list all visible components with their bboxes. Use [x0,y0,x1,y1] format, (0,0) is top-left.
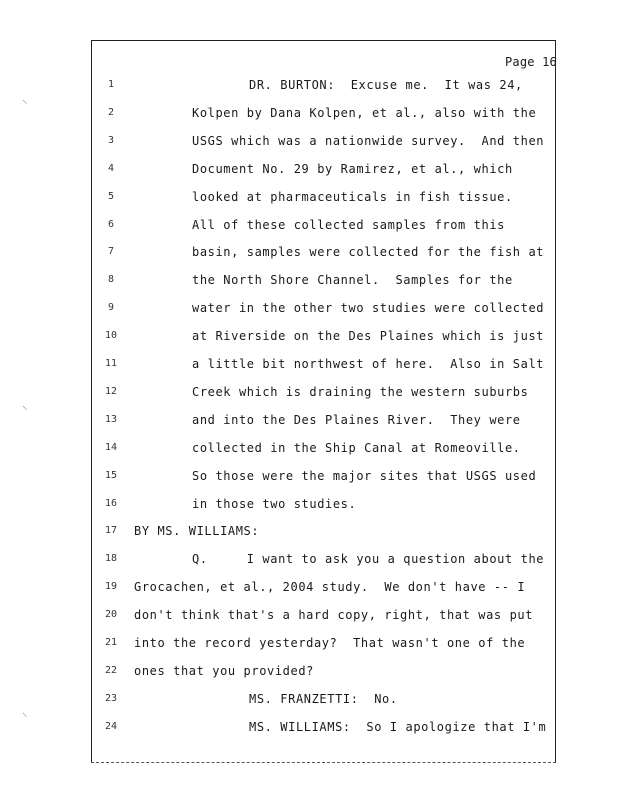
scan-mark: ⸜ [22,706,28,719]
transcript-line: the North Shore Channel. Samples for the [192,273,513,288]
line-number: 18 [104,553,118,565]
transcript-page-frame [91,40,556,763]
line-number: 8 [107,274,115,286]
line-number: 13 [104,413,118,425]
line-number: 9 [107,302,115,314]
transcript-line: Document No. 29 by Ramirez, et al., which [192,161,513,176]
line-number: 7 [107,246,115,258]
transcript-line: at Riverside on the Des Plaines which is just [192,329,545,344]
line-number: 3 [107,134,115,146]
transcript-line: basin, samples were collected for the fish at [192,245,545,260]
line-number: 20 [104,609,118,621]
line-number: 21 [104,637,118,648]
line-number: 14 [104,441,118,453]
transcript-line: Kolpen by Dana Kolpen, et al., also with the [192,105,537,120]
line-number: 1 [107,79,115,90]
line-number: 10 [104,330,118,342]
transcript-line: Creek which is draining the western suburbs [192,384,529,399]
transcript-line: BY MS. WILLIAMS: [134,524,260,539]
line-number: 24 [104,720,118,732]
line-number: 2 [107,106,115,118]
line-number: 17 [104,525,118,537]
transcript-line: USGS which was a nationwide survey. And then [192,133,545,148]
transcript-line: water in the other two studies were collected [192,301,545,316]
transcript-line: DR. BURTON: Excuse me. It was 24, [249,78,523,92]
transcript-line: a little bit northwest of here. Also in Salt [192,357,545,371]
line-number: 16 [104,497,118,509]
transcript-line: looked at pharmaceuticals in fish tissue. [192,189,513,204]
line-number: 5 [107,190,115,202]
scan-mark: ⸜ [22,399,28,412]
transcript-line: don't think that's a hard copy, right, that was put [134,608,534,623]
scan-mark: ⸜ [22,93,28,106]
line-number: 23 [104,692,118,704]
transcript-line: Q. I want to ask you a question about the [192,552,545,567]
transcript-line: All of these collected samples from this [192,217,505,232]
transcript-line: So those were the major sites that USGS used [192,468,537,483]
transcript-line: ones that you provided? [134,663,314,678]
page-number: Page 16 [505,55,557,69]
line-number: 11 [104,358,118,369]
line-number: 19 [104,581,118,593]
transcript-line: MS. WILLIAMS: So I apologize that I'm [249,719,547,734]
line-number: 12 [104,385,118,397]
line-number: 6 [107,218,115,230]
transcript-line: in those two studies. [192,496,357,511]
line-number: 15 [104,469,118,481]
transcript-line: collected in the Ship Canal at Romeoville. [192,440,521,455]
transcript-line: Grocachen, et al., 2004 study. We don't have -- I [134,580,526,595]
transcript-line: and into the Des Plaines River. They were [192,412,521,427]
bottom-rule [91,762,556,763]
line-number: 4 [107,162,115,174]
transcript-line: MS. FRANZETTI: No. [249,691,398,706]
line-number: 22 [104,664,118,676]
transcript-line: into the record yesterday? That wasn't one of the [134,636,526,650]
